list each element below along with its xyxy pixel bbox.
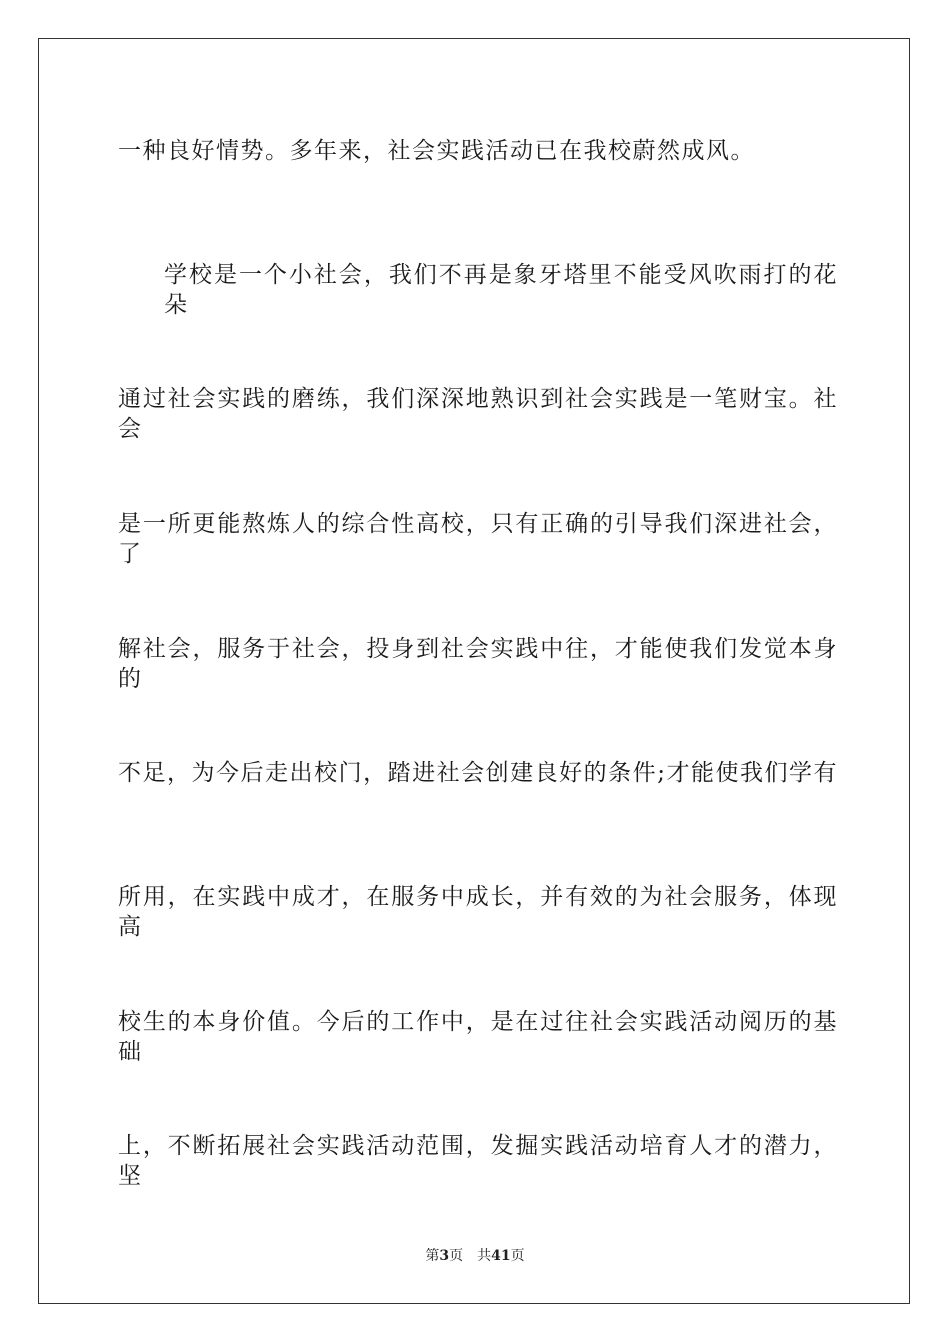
total-suffix: 页 bbox=[510, 1248, 525, 1264]
text-line-2: 学校是一个小社会，我们不再是象牙塔里不能受风吹雨打的花朵 bbox=[164, 262, 838, 318]
text-line-3: 通过社会实践的磨练，我们深深地熟识到社会实践是一笔财宝。社会 bbox=[118, 386, 838, 442]
text-line-5: 解社会，服务于社会，投身到社会实践中往，才能使我们发觉本身的 bbox=[118, 636, 838, 692]
text-line-1: 一种良好情势。多年来，社会实践活动已在我校蔚然成风。 bbox=[118, 138, 755, 164]
page-border bbox=[38, 38, 910, 1304]
text-line-4: 是一所更能熬炼人的综合性高校，只有正确的引导我们深进社会，了 bbox=[118, 511, 838, 567]
page-footer bbox=[0, 1246, 950, 1266]
text-line-7: 所用，在实践中成才，在服务中成长，并有效的为社会服务，体现高 bbox=[118, 884, 838, 940]
text-line-9: 上，不断拓展社会实践活动范围，发掘实践活动培育人才的潜力，坚 bbox=[118, 1133, 838, 1189]
page-number: 3 bbox=[439, 1248, 450, 1264]
text-line-6: 不足，为今后走出校门，踏进社会创建良好的条件;才能使我们学有 bbox=[118, 760, 838, 786]
total-prefix: 共 bbox=[477, 1248, 492, 1264]
total-pages: 41 bbox=[491, 1248, 511, 1264]
page-prefix: 第 bbox=[425, 1248, 440, 1264]
page-suffix: 页 bbox=[449, 1248, 464, 1264]
text-line-8: 校生的本身价值。今后的工作中，是在过往社会实践活动阅历的基础 bbox=[118, 1009, 838, 1065]
